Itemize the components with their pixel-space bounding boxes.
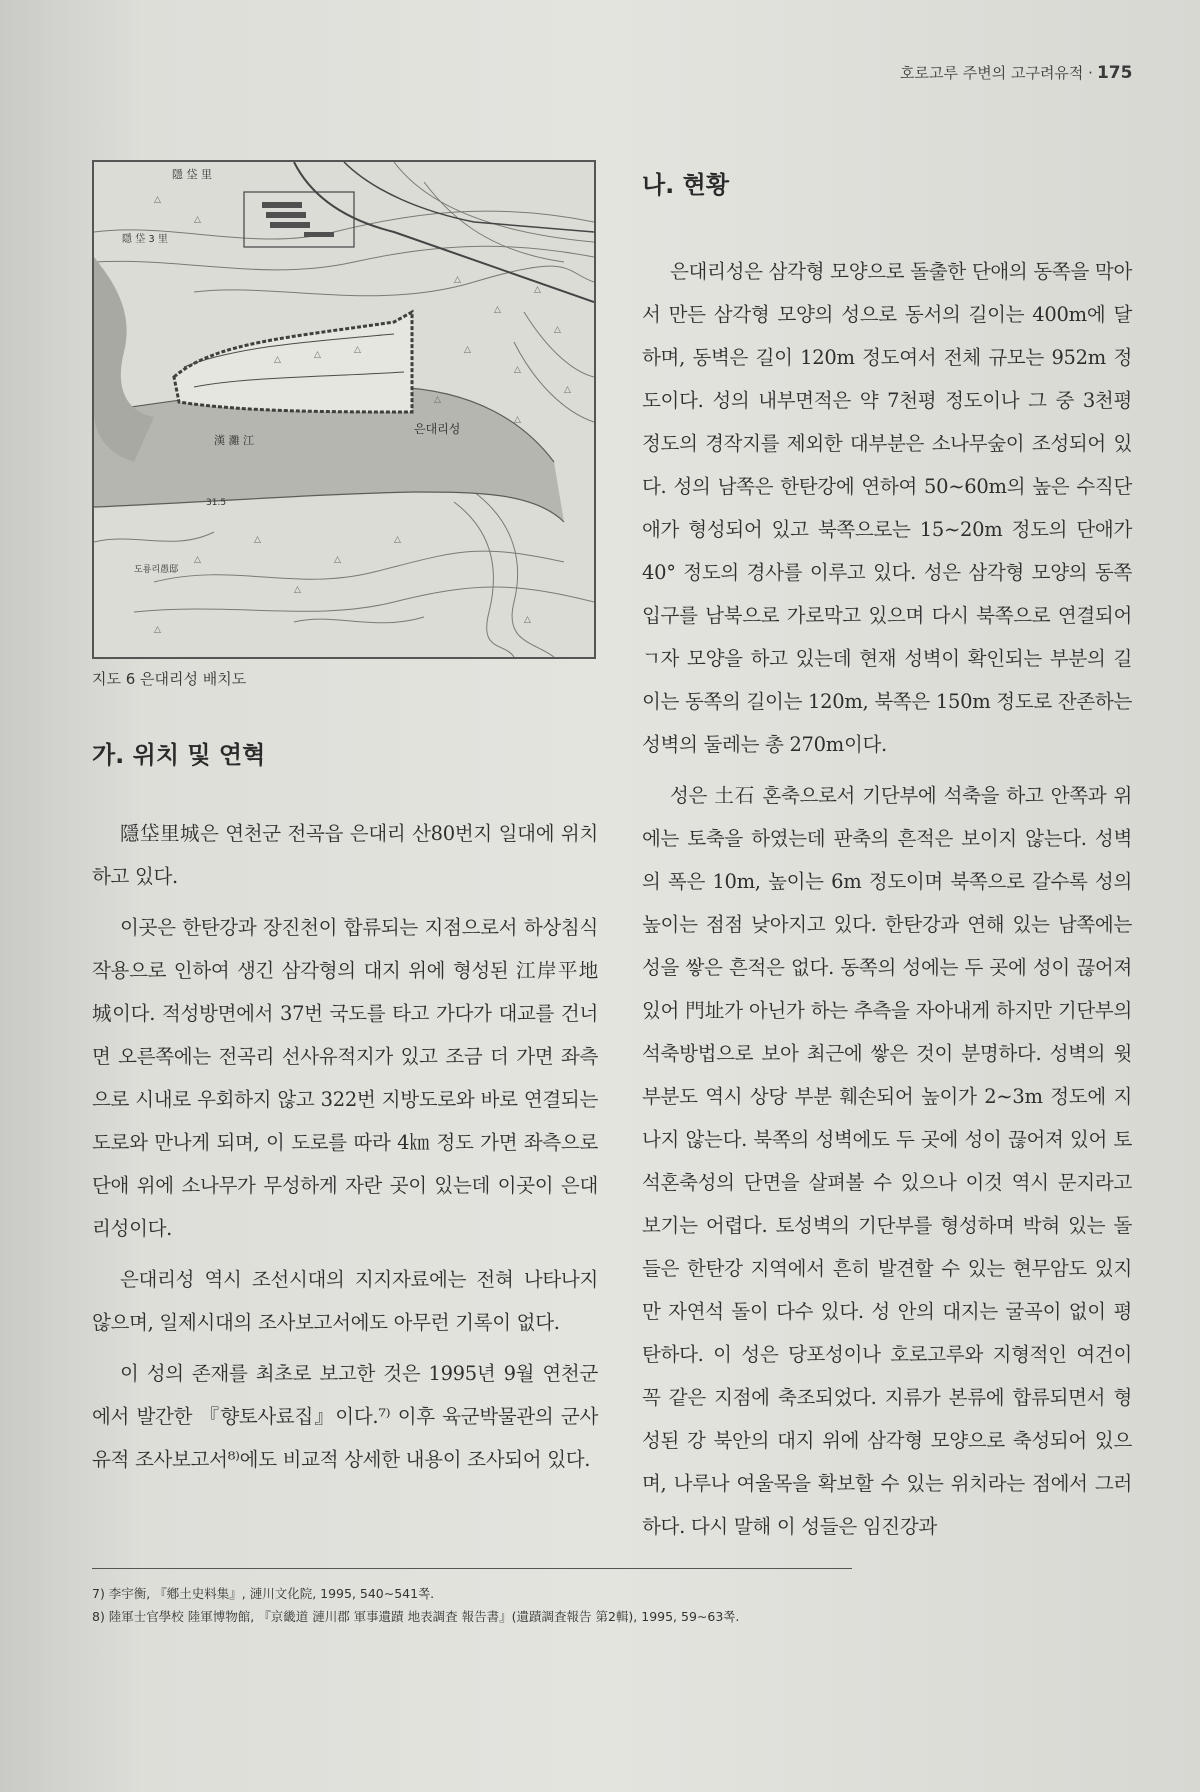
footnote: 7) 李宇衡, 『鄕土史料集』, 漣川文化院, 1995, 540∼541쪽.	[92, 1586, 435, 1601]
paragraph: 은대리성은 삼각형 모양으로 돌출한 단애의 동쪽을 막아서 만든 삼각형 모양의 성으로 동서의 길이는 400m에 달하며, 동벽은 길이 120m 정도여서 전체 규모는 952m 정도이다. 성의 내부면적은 약 7천평 정도이나 그 중 3천평 정도의 경작지를 제외한 대부분은 소나무숲이 조성되어 있다. 성의 남쪽은 한탄강에 연하여 50∼60m의 높은 수직단애가 형성되어 있고 북쪽으로는 15∼20m 정도의 단애가 40° 정도의 경사를 이루고 있다. 성은 삼각형 모양의 동쪽 입구를 남북으로 가로막고 있으며 다시 북쪽으로 연결되어 ㄱ자 모양을 하고 있는데 현재 성벽이 확인되는 부분의 길이는 동쪽의 길이는 120m, 북쪽은 150m 정도로 잔존하는 성벽의 둘레는 총 270m이다.	[642, 260, 1132, 756]
map-label-village-left: 隱 垈 3 里	[122, 234, 168, 245]
svg-text:△: △	[294, 585, 301, 595]
map-label-river: 漢 灘 江	[214, 434, 254, 447]
paragraph: 이 성의 존재를 최초로 보고한 것은 1995년 9월 연천군에서 발간한 『향토사료집』이다.⁷⁾ 이후 육군박물관의 군사유적 조사보고서⁸⁾에도 비교적 상세한 내용이 조사되어 있다.	[92, 1362, 598, 1471]
right-column	[642, 250, 1132, 1548]
svg-text:△: △	[434, 395, 441, 405]
map-caption: 지도 6 은대리성 배치도	[92, 670, 247, 688]
svg-text:△: △	[334, 555, 341, 565]
svg-text:△: △	[554, 325, 561, 335]
paragraph: 이곳은 한탄강과 장진천이 합류되는 지점으로서 하상침식작용으로 인하여 생긴 삼각형의 대지 위에 형성된 江岸平地城이다. 적성방면에서 37번 국도를 타고 가다가 대교를 건너면 오른쪽에는 전곡리 선사유적지가 있고 조금 더 가면 좌측으로 시내로 우회하지 않고 322번 지방도로와 바로 연결되는 도로와 만나게 되며, 이 도로를 따라 4㎞ 정도 가면 좌측으로 단애 위에 소나무가 무성하게 자란 곳이 있는데 이곳이 은대리성이다.	[92, 916, 598, 1240]
svg-text:△: △	[274, 355, 281, 365]
castle-location-map	[94, 162, 594, 657]
left-column	[92, 812, 598, 1481]
section-heading-status: 나. 현황	[642, 171, 730, 199]
map-label-village-top: 隱 垈 里	[172, 168, 212, 181]
footnotes	[92, 1582, 1092, 1628]
svg-text:△: △	[514, 415, 521, 425]
svg-text:△: △	[514, 365, 521, 375]
svg-text:△: △	[354, 345, 361, 355]
svg-text:△: △	[454, 275, 461, 285]
svg-text:△: △	[154, 625, 161, 635]
footnote: 8) 陸軍士官學校 陸軍博物館, 『京畿道 漣川郡 軍事遺蹟 地表調査 報告書』(遺蹟調査報告 第2輯), 1995, 59∼63쪽.	[92, 1609, 740, 1624]
svg-text:△: △	[194, 215, 201, 225]
page-number: 175	[1096, 63, 1133, 83]
running-head-title: 호로고루 주변의 고구려유적 ·	[900, 64, 1093, 82]
map-label-village-bottom: 도룡리愚邸	[134, 565, 179, 575]
map-label-castle: 은대리성	[414, 422, 461, 436]
section-heading-location: 가. 위치 및 연혁	[92, 741, 266, 769]
svg-text:△: △	[254, 535, 261, 545]
paragraph: 성은 土石 혼축으로서 기단부에 석축을 하고 안쪽과 위에는 토축을 하였는데 판축의 흔적은 보이지 않는다. 성벽의 폭은 10m, 높이는 6m 정도이며 북쪽으로 갈수록 성의 높이는 점점 낮아지고 있다. 한탄강과 연해 있는 남쪽에는 성을 쌓은 흔적은 없다. 동쪽의 성에는 두 곳에 성이 끊어져 있어 門址가 아닌가 하는 추측을 자아내게 하지만 기단부의 석축방법으로 보아 최근에 쌓은 것이 분명하다. 성벽의 윗부분도 역시 상당 부분 훼손되어 높이가 2∼3m 정도에 지나지 않는다. 북쪽의 성벽에도 두 곳에 성이 끊어져 있어 토석혼축성의 단면을 살펴볼 수 있으나 이것 역시 문지라고 보기는 어렵다. 토성벽의 기단부를 형성하며 박혀 있는 돌들은 한탄강 지역에서 흔히 발견할 수 있는 현무암도 있지만 자연석 돌이 다수 있다. 성 안의 대지는 굴곡이 없이 평탄하다. 이 성은 당포성이나 호로고루와 지형적인 여건이 꼭 같은 지점에 축조되었다. 지류가 본류에 합류되면서 형성된 강 북안의 대지 위에 삼각형 모양으로 축성되어 있으며, 나루나 여울목을 확보할 수 있는 위치라는 점에서 그러하다. 다시 말해 이 성들은 임진강과	[642, 784, 1132, 1538]
paragraph: 은대리성 역시 조선시대의 지지자료에는 전혀 나타나지 않으며, 일제시대의 조사보고서에도 아무런 기록이 없다.	[92, 1268, 598, 1334]
running-head	[900, 62, 1133, 83]
svg-text:△: △	[314, 350, 321, 360]
svg-text:△: △	[524, 615, 531, 625]
paragraph: 隱垈里城은 연천군 전곡읍 은대리 산80번지 일대에 위치하고 있다.	[92, 822, 598, 888]
svg-text:△: △	[394, 535, 401, 545]
footnote-divider	[92, 1568, 852, 1569]
svg-text:△: △	[464, 345, 471, 355]
svg-text:△: △	[534, 285, 541, 295]
map-figure	[92, 160, 596, 659]
map-label-elevation: 31.5	[206, 498, 227, 508]
svg-text:△: △	[564, 385, 571, 395]
svg-text:△: △	[494, 305, 501, 315]
svg-text:△: △	[154, 195, 161, 205]
svg-text:△: △	[194, 555, 201, 565]
